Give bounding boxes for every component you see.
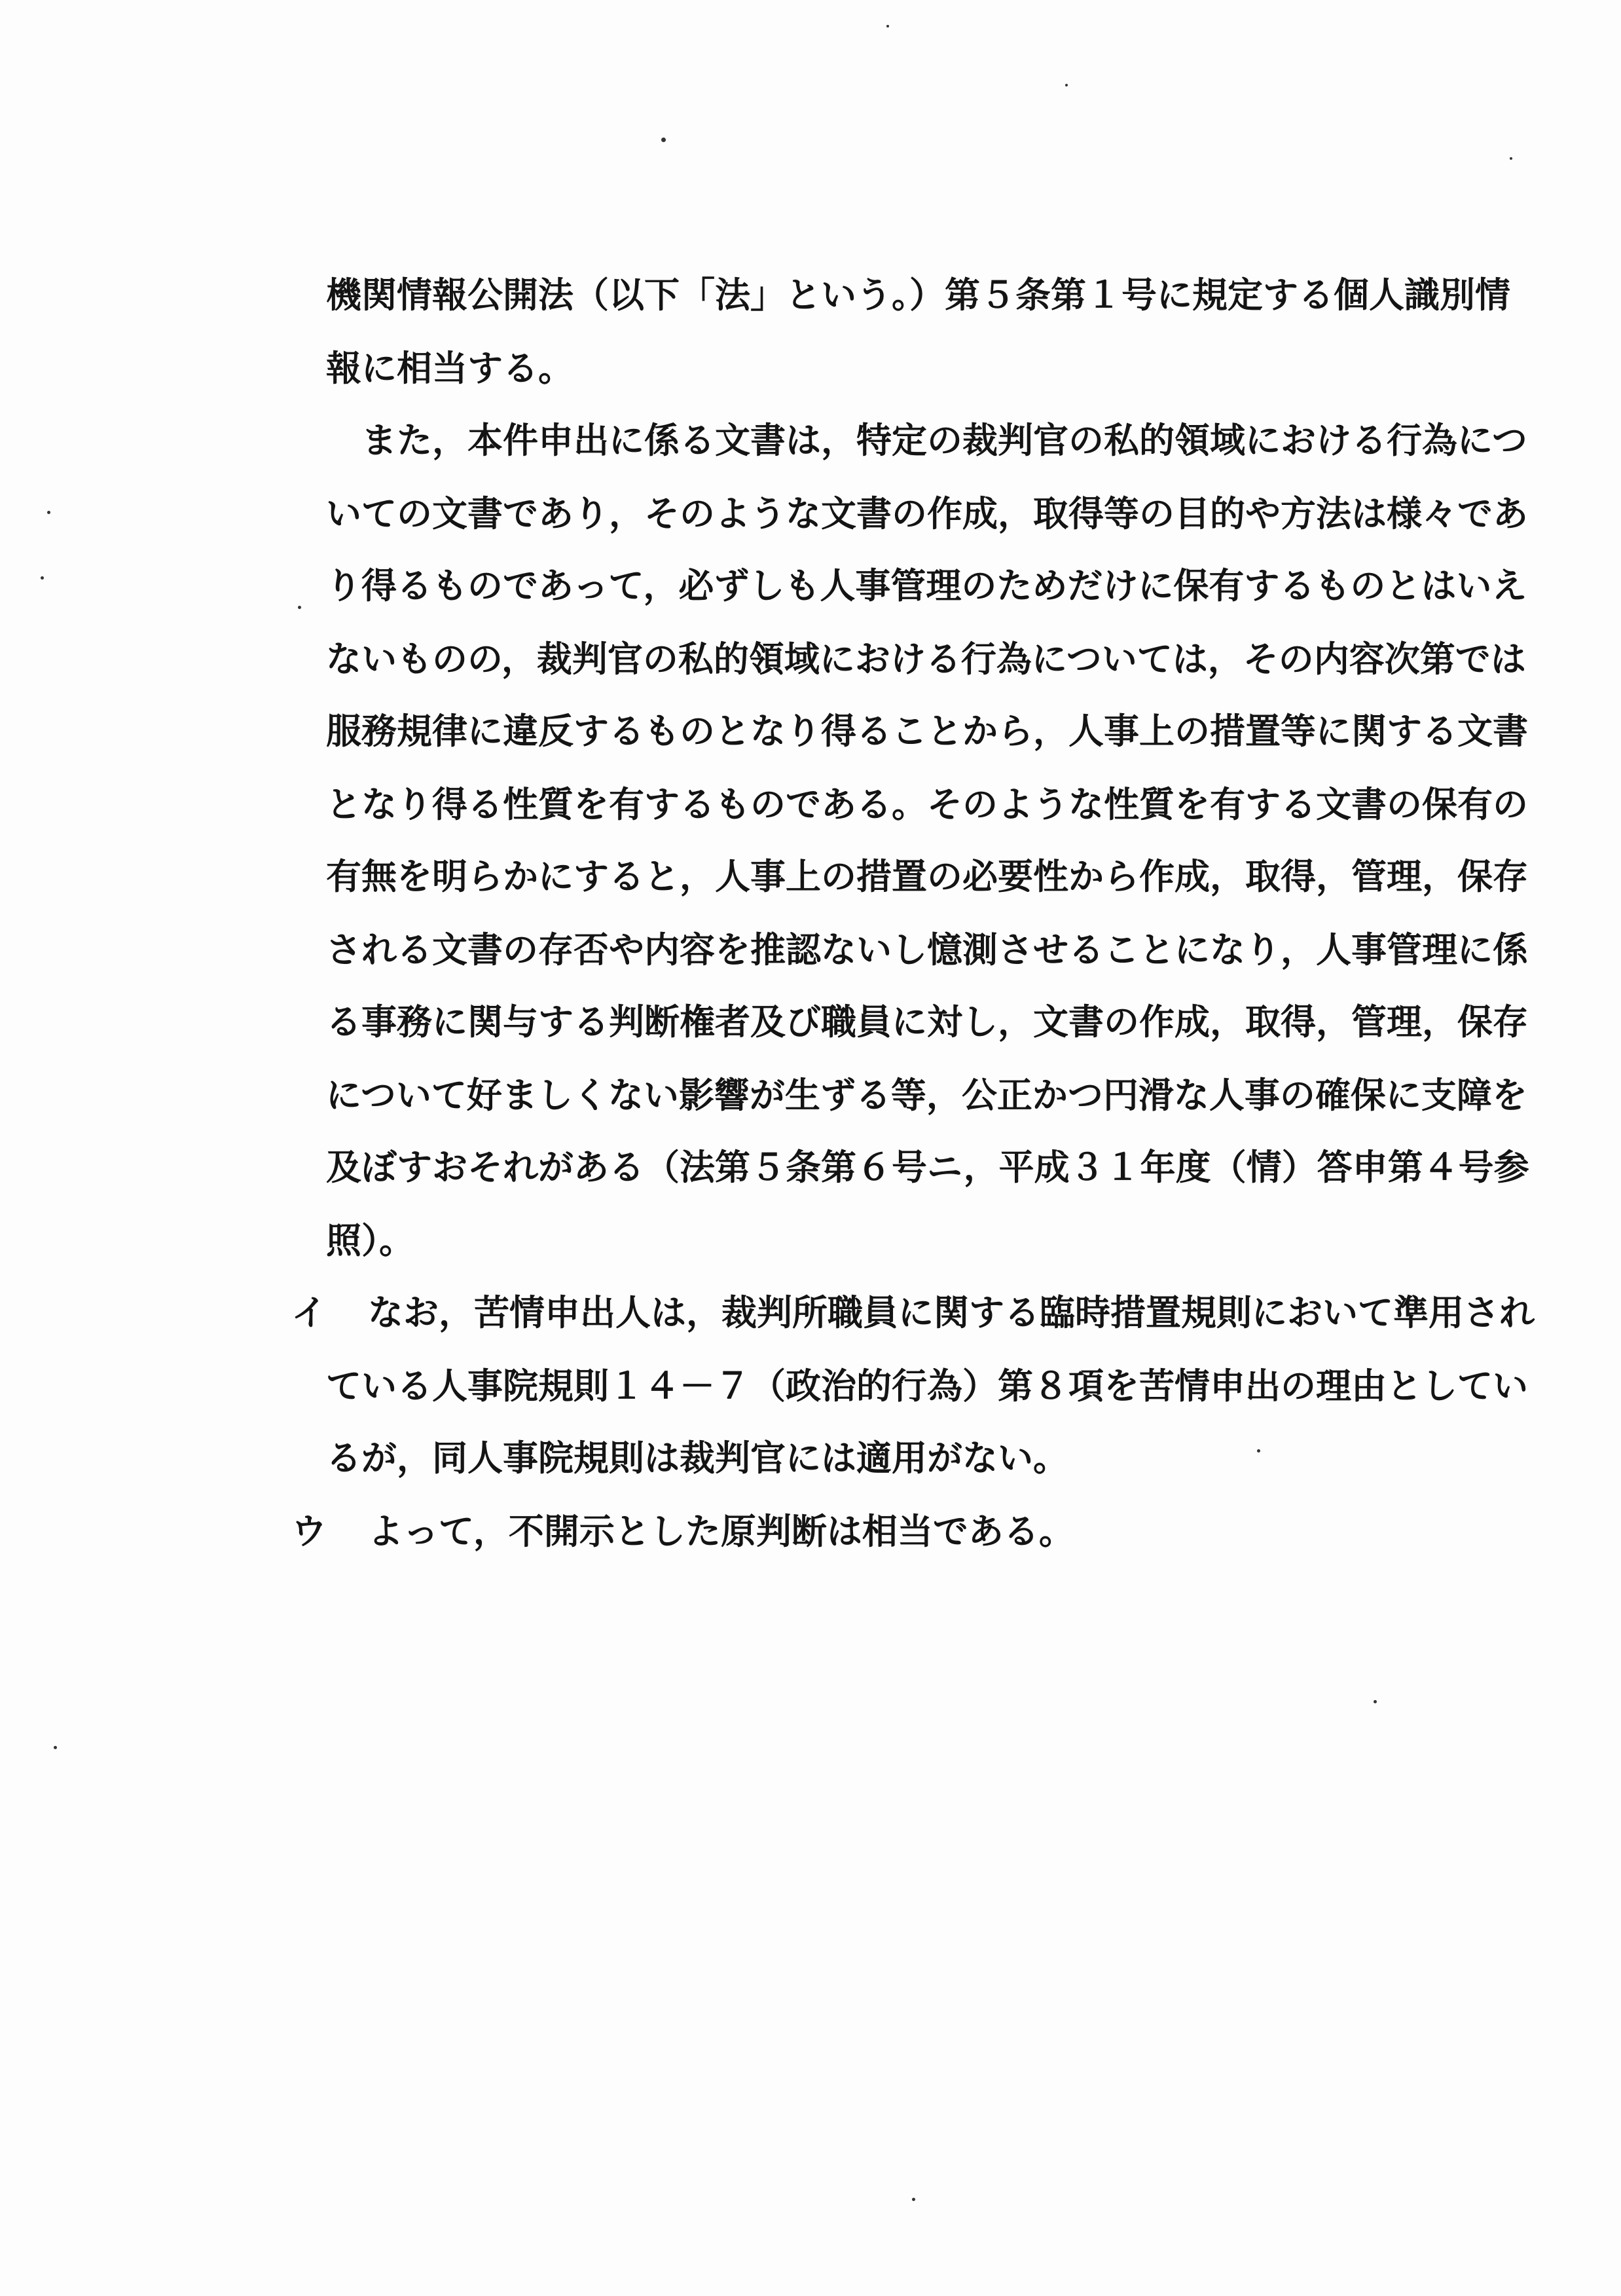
paragraph-2-line: また，本件申出に係る文書は，特定の裁判官の私的領域における行為につ [326,419,1527,461]
item-u-marker: ウ [291,1510,327,1552]
paragraph-1-line: 報に相当する。 [326,347,574,389]
paragraph-2-line: 及ぼすおそれがある（法第５条第６号ニ，平成３１年度（情）答申第４号参 [326,1146,1529,1188]
paragraph-2-line: について好ましくない影響が生ずる等，公正かつ円滑な人事の確保に支障を [326,1074,1527,1116]
item-i-marker: イ [291,1291,327,1333]
paragraph-2-line: となり得る性質を有するものである。そのような性質を有する文書の保有の [326,783,1528,825]
item-u-line: よって，不開示とした原判断は相当である。 [368,1510,1074,1552]
paragraph-2-line: 服務規律に違反するものとなり得ることから，人事上の措置等に関する文書 [326,710,1528,752]
item-i-line: るが，同人事院規則は裁判官には適用がない。 [326,1437,1068,1479]
paragraph-2-line: 照）。 [326,1219,414,1261]
paragraph-2-line: される文書の存否や内容を推認ないし憶測させることになり，人事管理に係 [326,929,1528,971]
item-i-line: ている人事院規則１４－７（政治的行為）第８項を苦情申出の理由としてい [326,1365,1528,1407]
paragraph-2-line: り得るものであって，必ずしも人事管理のためだけに保有するものとはいえ [326,565,1527,606]
item-i-line: なお，苦情申出人は，裁判所職員に関する臨時措置規則において準用され [368,1291,1535,1333]
paragraph-1-line: 機関情報公開法（以下「法」という。）第５条第１号に規定する個人識別情 [326,274,1510,316]
paragraph-2-line: いての文書であり，そのような文書の作成，取得等の目的や方法は様々であ [326,492,1528,534]
paragraph-2-line: 有無を明らかにすると，人事上の措置の必要性から作成，取得，管理，保存 [326,855,1528,897]
paragraph-2-line: る事務に関与する判断権者及び職員に対し，文書の作成，取得，管理，保存 [326,1001,1528,1043]
paragraph-2-line: ないものの，裁判官の私的領域における行為については，その内容次第では [326,638,1526,680]
